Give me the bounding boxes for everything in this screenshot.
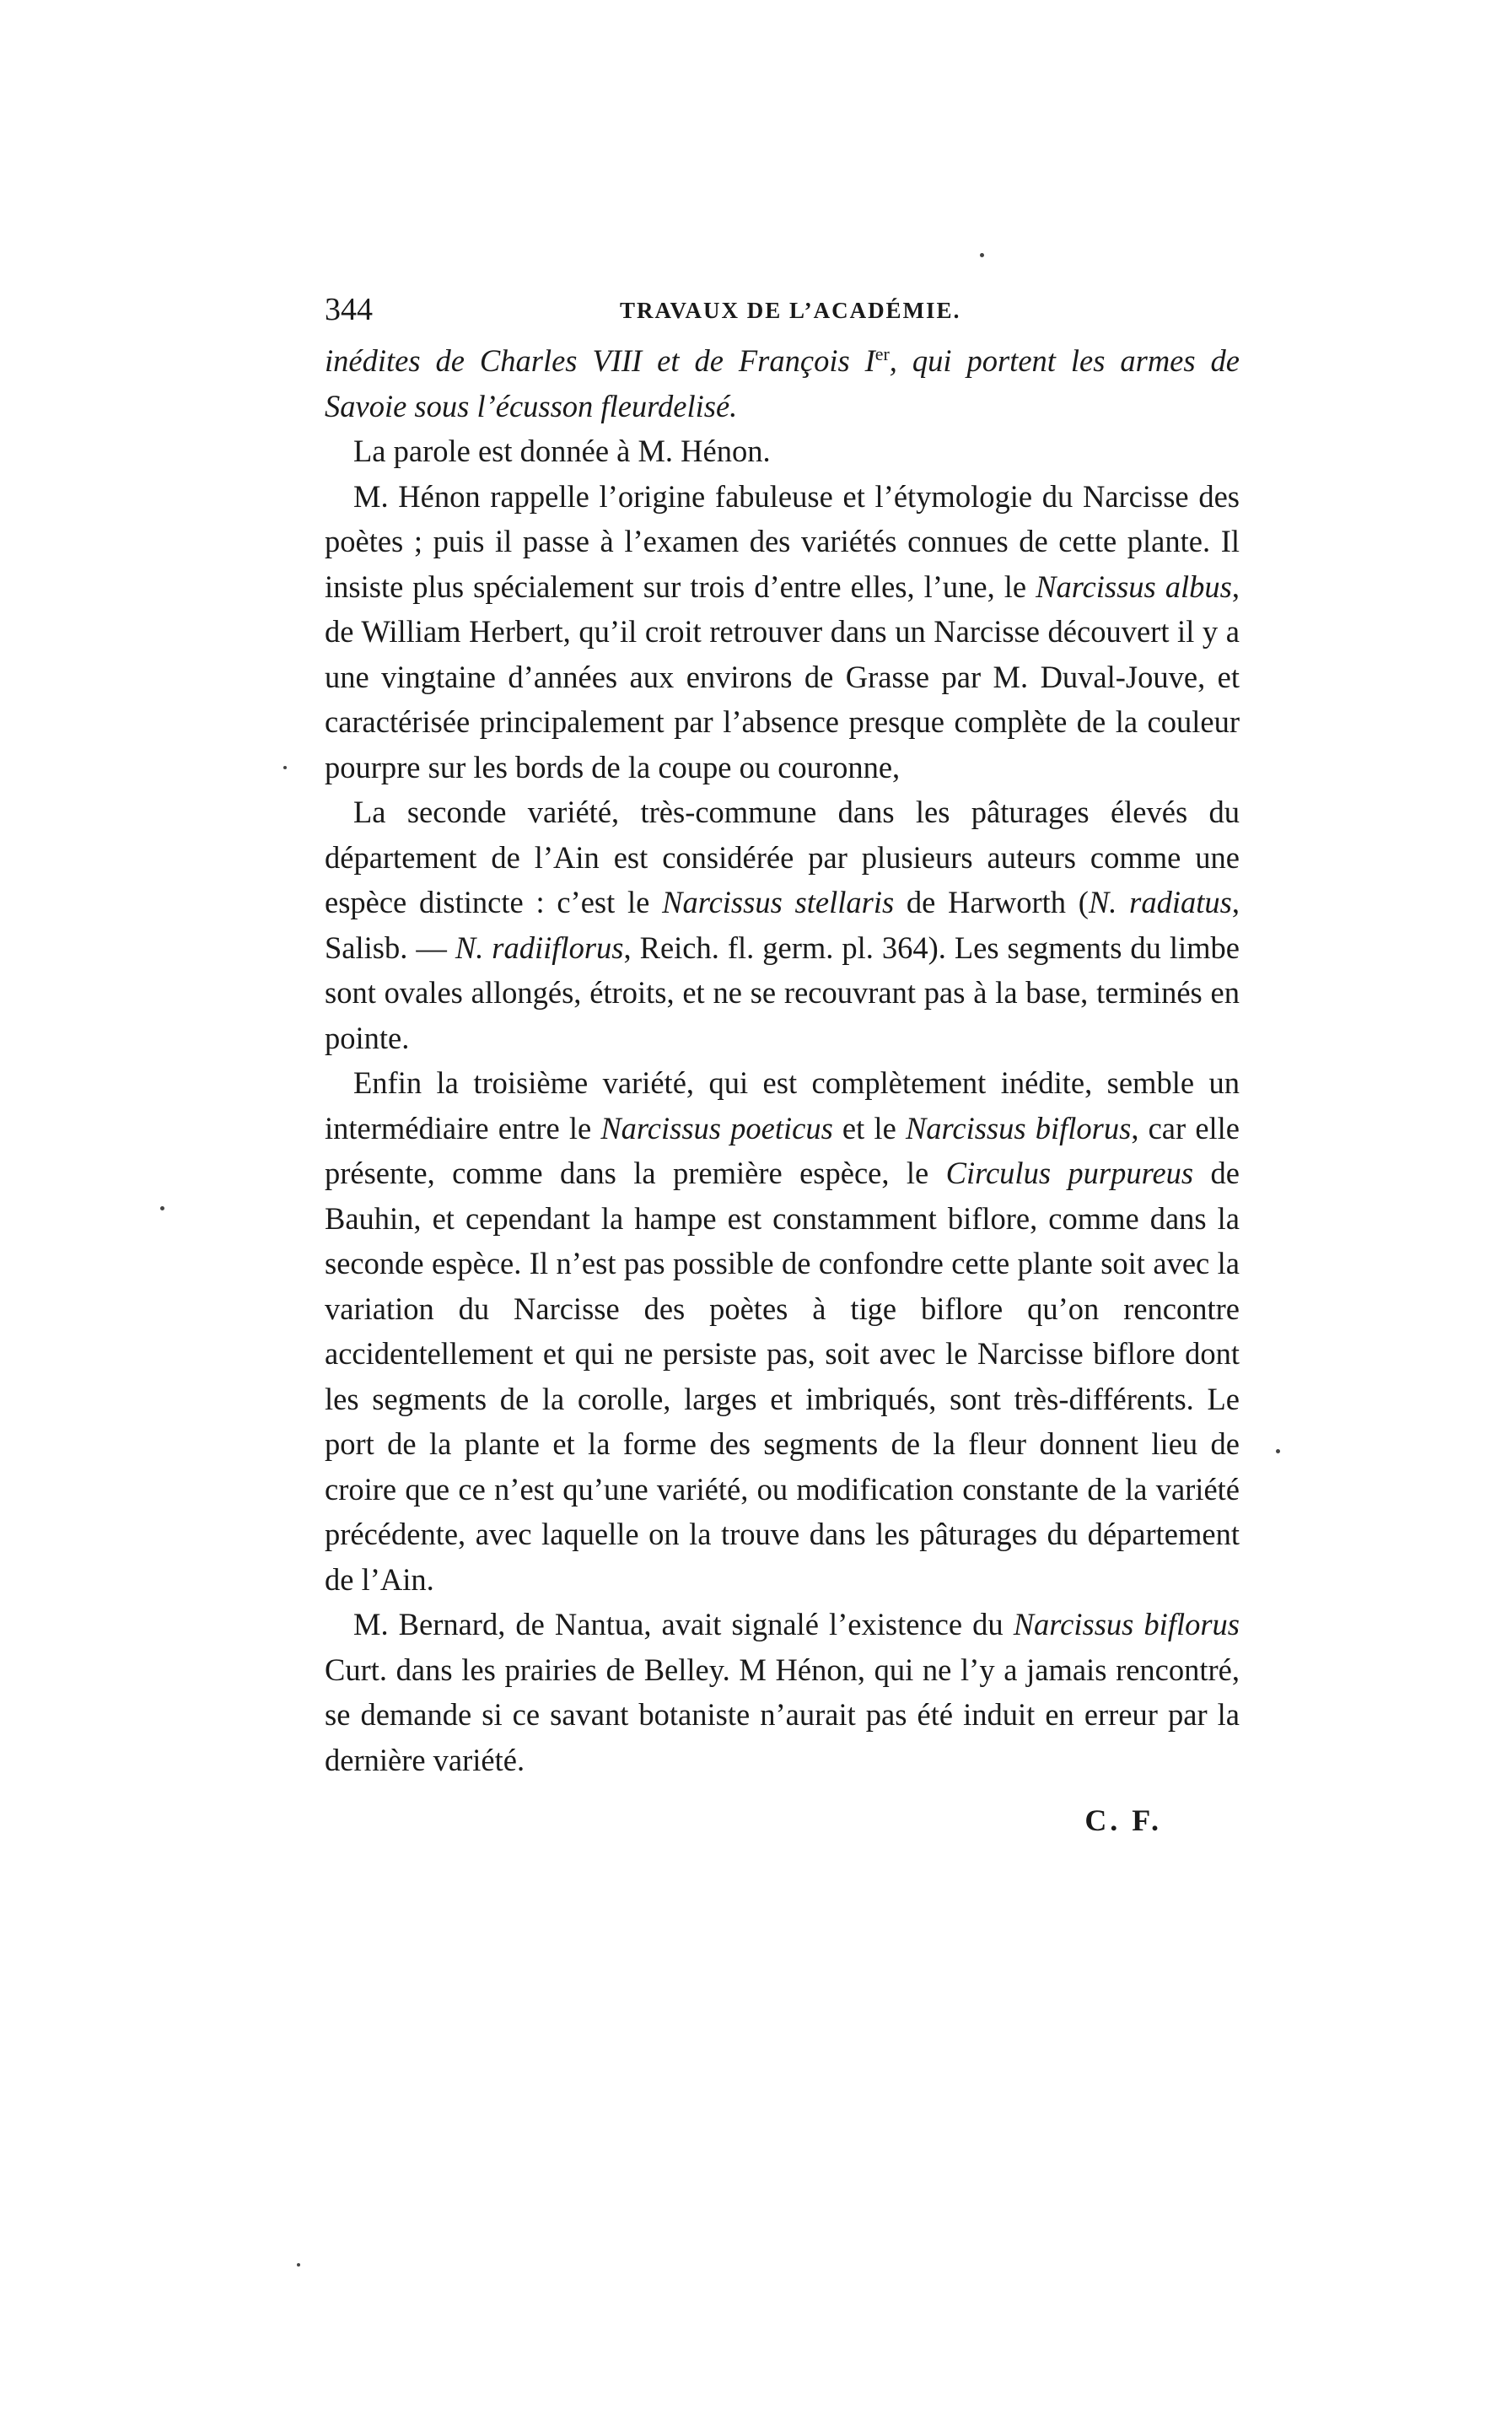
body-text	[325, 338, 1240, 1782]
text-run: M. Hénon rappelle l’origine fabuleuse et l’étymologie du Narcisse des poètes ; puis il passe à l’examen des variétés connues de cette plante. Il insiste plus spécialement sur trois d’entre elles, l’une, le	[325, 478, 1240, 604]
paragraph-5	[325, 1060, 1240, 1602]
text-run: M. Bernard, de Nantua, avait signalé l’existence du	[353, 1607, 1014, 1641]
paragraph-6	[325, 1602, 1240, 1782]
text-run: de Harworth (	[894, 885, 1089, 919]
text-run: , car elle présente, comme dans la première espèce, le	[325, 1110, 1240, 1190]
italic-text: N. radiiflorus	[455, 930, 624, 965]
text-run: La seconde variété, très-commune dans les pâturages élevés du département de l’Ain est considérée par plusieurs auteurs comme une espèce distincte : c’est le	[325, 795, 1240, 919]
paragraph-2	[325, 429, 1240, 474]
signature: C. F.	[1084, 1803, 1162, 1837]
italic-text: , qui portent les armes de Savoie sous l’écusson fleurdelisé.	[325, 343, 1240, 423]
italic-text: inédites de Charles VIII et de François I	[325, 343, 875, 378]
paragraph-4	[325, 790, 1240, 1060]
text-run: La parole est donnée à M. Hénon.	[353, 434, 771, 468]
italic-text: Narcissus biflorus	[905, 1110, 1132, 1145]
scan-speck	[1276, 1449, 1280, 1453]
running-head	[325, 291, 1240, 333]
text-run: , Reich. fl. germ. pl. 364). Les segments du limbe sont ovales allongés, étroits, et ne se recouvrant pas à la base, terminés en pointe.	[325, 930, 1240, 1055]
italic-text: Circulus purpureus	[945, 1156, 1194, 1190]
text-run: de Bauhin, et cependant la hampe est constamment biflore, comme dans la seconde espèce. Il n’est pas possible de confondre cette plante soit avec la variation du Narcisse des poètes à tige biflore qu’on rencontre accidentellement et qui ne persiste pas, soit avec le Narcisse biflore dont les segments de la corolle, larges et imbriqués, sont très-différents. Le port de la plante et la forme des segments de la fleur donnent lieu de croire que ce n’est qu’une variété, ou modification constante de la variété précédente, avec laquelle on la trouve dans les pâturages du département de l’Ain.	[325, 1156, 1240, 1597]
scan-speck	[980, 253, 984, 257]
text-run: , Salisb. —	[325, 885, 1240, 965]
page-number: 344	[325, 292, 373, 327]
text-run: et le	[832, 1110, 906, 1145]
italic-text: Narcissus biflorus	[1013, 1607, 1240, 1641]
scan-speck	[297, 2263, 300, 2267]
page	[325, 291, 1240, 1838]
superscript: er	[874, 342, 890, 364]
italic-text: N. radiatus	[1088, 885, 1232, 919]
italic-text: Narcissus stellaris	[662, 885, 895, 919]
scan-speck	[283, 766, 287, 769]
italic-text: Narcissus poeticus	[600, 1110, 833, 1145]
text-run: Curt. dans les prairies de Belley. M Hénon, qui ne l’y a jamais rencontré, se demande si ce savant botaniste n’aurait pas été induit en erreur par la dernière variété.	[325, 1652, 1240, 1777]
text-run: , de William Herbert, qu’il croit retrouver dans un Narcisse découvert il y a une vingtaine d’années aux environs de Grasse par M. Duval-Jouve, et caractérisée principalement par l’absence presque complète de la couleur pourpre sur les bords de la coupe ou couronne,	[325, 569, 1240, 784]
text-run: Enfin la troisième variété, qui est complètement inédite, semble un intermédiaire entre le	[325, 1065, 1240, 1145]
paragraph-1	[325, 338, 1240, 429]
paragraph-3	[325, 474, 1240, 790]
running-title: TRAVAUX DE L’ACADÉMIE.	[620, 298, 961, 323]
italic-text: Narcissus albus	[1036, 569, 1232, 604]
scan-speck	[160, 1206, 164, 1210]
